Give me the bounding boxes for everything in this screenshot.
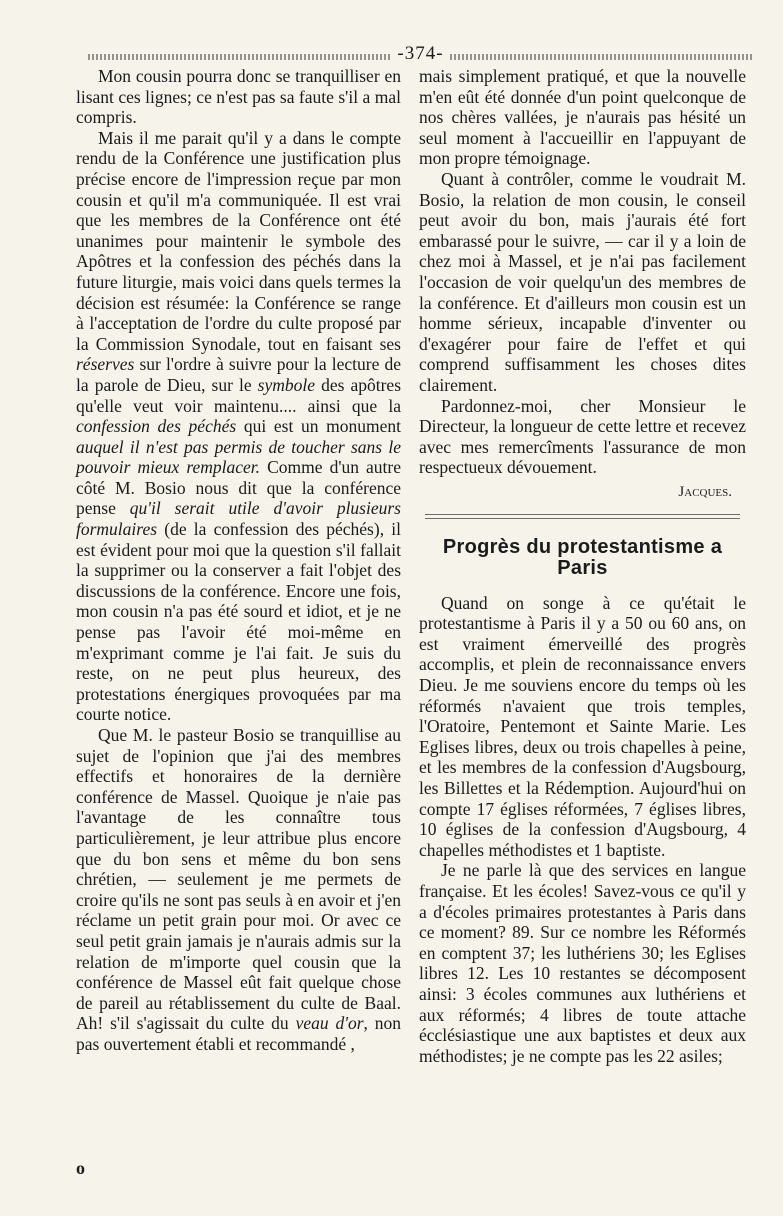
header-rule-right [450,54,753,60]
header-rule-left [88,54,391,60]
paragraph: Mon cousin pourra donc se tranquilliser en lisant ces lignes; ce n'est pas sa faute s'il a mal compris. [76,66,401,128]
right-column [419,66,746,1066]
left-column [76,66,401,1055]
paragraph: Je ne parle là que des services en langue française. Et les écoles! Savez-vous ce qu'il y a d'écoles primaires protestantes à Paris dans ce moment? 89. Sur ce nombre les Réformés en comptent 37; les luthériens 30; les Eglises libres 12. Les 10 restantes se décomposent ainsi: 3 écoles communes aux luthériens et aux réformés; 4 libres de toute attache écclésiastique une aux baptistes et deux aux méthodistes; je ne compte pas les 22 asiles; [419,860,746,1066]
paragraph: mais simplement pratiqué, et que la nouvelle m'en eût été donnée d'un point quelconque de nos chères vallées, je n'aurais pas hésité un seul moment à l'accueillir en l'appuyant de mon propre témoignage. [419,66,746,169]
paragraph: Mais il me parait qu'il y a dans le compte rendu de la Conférence une justification plus précise encore de l'impression reçue par mon cousin et qu'il m'a communiquée. Il est vrai que les membres de la Conférence ont été unanimes pour maintenir le symbole des Apôtres et la confession des péchés dans la future liturgie, mais voici dans quels termes la décision est résumée: la Conférence se range à l'acceptation de l'ordre du culte proposé par la Commission Synodale, tout en faisant ses réserves sur l'ordre à suivre pour la lecture de la parole de Dieu, sur le symbole des apôtres qu'elle veut voir maintenu.... ainsi que la confession des péchés qui est un monument auquel il n'est pas permis de toucher sans le pouvoir mieux remplacer. Comme d'un autre côté M. Bosio nous dit que la conférence pense qu'il serait utile d'avoir plusieurs formulaires (de la confession des péchés), il est évident pour moi que la question s'il fallait la supprimer ou la conserver a fait l'objet des discussions de la conférence. Encore une fois, mon cousin n'a pas été sourd et idiot, et je ne pense pas l'avoir été moi-même en m'exprimant comme je l'ai fait. Je suis du reste, on ne peut plus heureux, des protestations énergiques provoquées par ma courte notice. [76,127,402,725]
page-header [88,44,753,64]
paragraph: Quand on songe à ce qu'était le protestantisme à Paris il y a 50 ou 60 ans, on est vraiment émerveillé des progrès accomplis, et plein de reconnaissance envers Dieu. Je me souviens encore du temps où les réformés n'avaient que trois temples, l'Oratoire, Pentemont et Sainte Marie. Les Eglises libres, deux ou trois chapelles à peine, et les membres de la confession d'Augsbourg, les Billettes et la Rédemption. Aujourd'hui on compte 17 églises réformées, 7 églises libres, 10 églises de la confession d'Augsbourg, 4 chapelles méthodistes et 1 baptiste. [419,592,746,860]
section-divider [425,514,740,519]
paragraph: Quant à contrôler, comme le voudrait M. Bosio, la relation de mon cousin, le conseil peut avoir du bon, mais j'aurais été fort embarassé pour le suivre, — car il y a loin de chez moi à Massel, et je n'ai pas facilement l'occasion de voir quelqu'un des membres de la conférence. Et d'ailleurs mon cousin est un homme sérieux, incapable d'inventer ou d'exagérer pour faire de l'effet et qui comprend suffisamment les choses dites clairement. [419,168,746,395]
page-number: -374- [397,43,444,64]
paragraph: Pardonnez-moi, cher Monsieur le Directeur, la longueur de cette lettre et recevez avec mes remercîments l'assurance de mon respectueux dévouement. [419,395,746,478]
article-heading: Progrès du protestantisme a Paris [442,536,723,580]
signature-mark: o [76,1158,85,1178]
paragraph: Que M. le pasteur Bosio se tranquillise au sujet de l'opinion que j'ai des membres effectifs et honoraires de la dernière conférence de Massel. Quoique je n'aie pas l'avantage de les connaître tous particulièrement, je leur attribue plus encore que du bon sens et même du bon sens chrétien, — seulement je me permets de croire qu'ils ne sont pas seuls à en avoir et j'en réclame un petit grain pour moi. Or avec ce seul petit grain jamais je n'aurais admis sur la relation de m'importe quel cousin que la conférence de Massel eût fait quelque chose de pareil au rétablissement du culte de Baal. Ah! s'il s'agissait du culte du veau d'or, non pas ouvertement établi et recommandé , [76,725,402,1054]
signature: Jacques. [678,483,732,500]
